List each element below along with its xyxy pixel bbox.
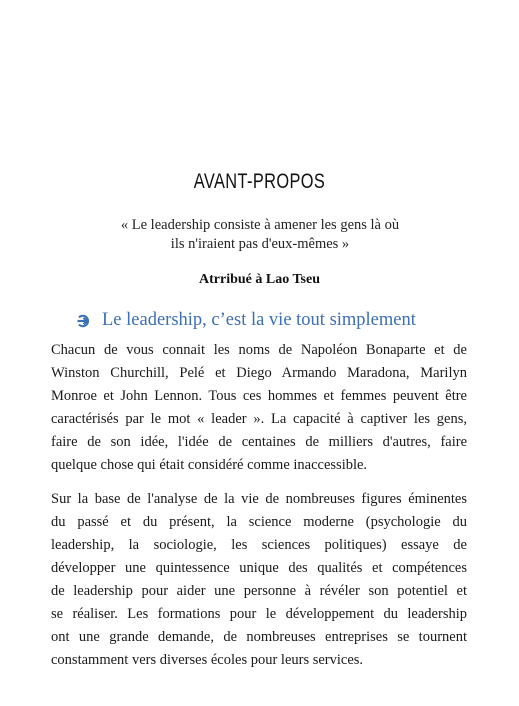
- paragraph-line: Chacun de vous connait les noms de Napoléon Bonaparte et de: [51, 342, 467, 358]
- paragraph-line: ont une grande demande, de nombreuses entreprises se tournent: [51, 629, 467, 645]
- quote-line-2: ils n'iraient pas d'eux-mêmes »: [170, 236, 350, 252]
- paragraph-line: Winston Churchill, Pelé et Diego Armando Maradona, Marilyn: [51, 365, 467, 381]
- page-title: AVANT-PROPOS: [193, 170, 326, 193]
- quote-line-1: « Le leadership consiste à amener les gens là où: [120, 217, 400, 233]
- section-heading: [76, 310, 416, 331]
- quote-attribution: Atrribué à Lao Tseu: [199, 272, 320, 287]
- paragraph-line: développer une quintessence unique des qualités et compétences: [51, 560, 467, 576]
- section-heading-text: Le leadership, c’est la vie tout simplement: [102, 310, 416, 330]
- paragraph-line: se réaliser. Les formations pour le développement du leadership: [51, 606, 467, 622]
- paragraph-line: Sur la base de l'analyse de la vie de nombreuses figures éminentes: [51, 491, 467, 507]
- paragraph-2: [51, 488, 467, 672]
- paragraph-line: constamment vers diverses écoles pour leurs services.: [51, 652, 364, 668]
- paragraph-line: quelque chose qui était considéré comme inaccessible.: [51, 457, 368, 473]
- paragraph-line: faire de son idée, l'idée de centaines de milliers d'autres, faire: [51, 434, 467, 450]
- paragraph-line: de leadership pour aider une personne à révéler son potentiel et: [51, 583, 467, 599]
- paragraph-line: du passé et du présent, la science moderne (psychologie du: [51, 514, 467, 530]
- arrow-circle-right-icon: [76, 313, 92, 329]
- paragraph-line: leadership, la sociologie, les sciences politiques) essaye de: [51, 537, 467, 553]
- paragraph-1: [51, 339, 467, 477]
- paragraph-line: caractérisés par le mot « leader ». La capacité à captiver les gens,: [51, 411, 467, 427]
- paragraph-line: Monroe et John Lennon. Tous ces hommes et femmes peuvent être: [51, 388, 467, 404]
- epigraph-quote: [90, 216, 430, 254]
